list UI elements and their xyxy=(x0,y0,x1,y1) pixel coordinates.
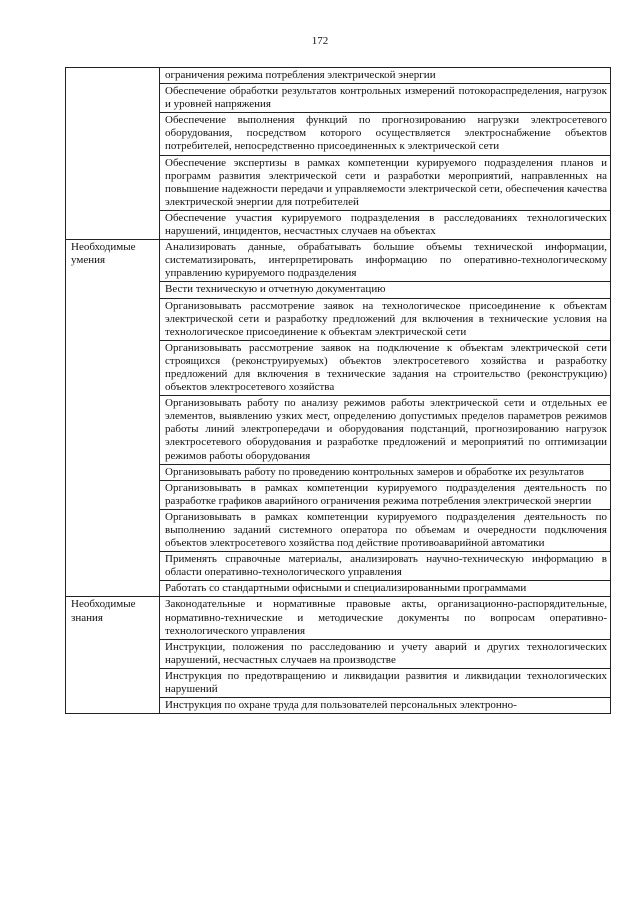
skill-item: Анализировать данные, обрабатывать большие объемы технической информации, систематизировать, интерпретировать информацию по оперативно-технологическому управлению курируемого подразделения xyxy=(160,240,611,282)
competency-table xyxy=(65,67,611,714)
knowledge-item: Инструкция по предотвращению и ликвидации развития и ликвидации технологических нарушений xyxy=(160,668,611,697)
skill-item: Организовывать работу по анализу режимов работы электрической сети и отдельных ее элементов, выявлению узких мест, определению допустимых пределов параметров режимов работы линий электропередачи и оборудования подстанций, прогнозированию нагрузок электросетевого оборудования и разработке предложений и мероприятий по оптимизации режимов работы оборудования xyxy=(160,396,611,464)
category-cell xyxy=(66,68,160,240)
requirement-item: Обеспечение участия курируемого подразделения в расследованиях технологических нарушений, инцидентов, несчастных случаев на объектах xyxy=(160,210,611,239)
requirement-item: Обеспечение экспертизы в рамках компетенции курируемого подразделения планов и программ развития электрической сети и разработки мероприятий, направленных на повышение надежности передачи и управляемости электрической сети, обеспечения качества электрической энергии для потребителей xyxy=(160,155,611,210)
knowledge-item: Законодательные и нормативные правовые акты, организационно-распорядительные, нормативно-технические и методические документы по вопросам оперативно-технологического управления xyxy=(160,597,611,639)
skill-item: Организовывать в рамках компетенции курируемого подразделения деятельность по выполнению заданий системного оператора по объемам и очередности подключения объектов электросетевого хозяйства под действие противоаварийной автоматики xyxy=(160,509,611,551)
knowledge-item: Инструкции, положения по расследованию и учету аварий и других технологических нарушений, несчастных случаев на производстве xyxy=(160,639,611,668)
skill-item: Организовывать рассмотрение заявок на подключение к объектам электрической сети строящихся (реконструируемых) объектов электросетевого хозяйства и разработку предложений для включения в технические задания на строительство (реконструкцию) объектов электросетевого хозяйства xyxy=(160,340,611,395)
skill-item: Организовывать в рамках компетенции курируемого подразделения деятельность по разработке графиков аварийного ограничения режима потребления электрической энергии xyxy=(160,480,611,509)
requirement-item: ограничения режима потребления электрической энергии xyxy=(160,68,611,84)
skill-item: Вести техническую и отчетную документацию xyxy=(160,282,611,298)
skill-item: Организовывать рассмотрение заявок на технологическое присоединение к объектам электрической сети и разработку предложений для включения в технические условия на технологическое присоединение к объектам электрической сети xyxy=(160,298,611,340)
table-row xyxy=(66,68,611,84)
table-row xyxy=(66,240,611,282)
requirement-item: Обеспечение выполнения функций по прогнозированию нагрузки электросетевого оборудования, посредством которого осуществляется электроснабжение объектов потребителей, непосредственно присоединенных к электрической сети xyxy=(160,113,611,155)
skill-item: Работать со стандартными офисными и специализированными программами xyxy=(160,581,611,597)
category-knowledge: Необходимые знания xyxy=(66,597,160,714)
requirement-item: Обеспечение обработки результатов контрольных измерений потокораспределения, нагрузок и уровней напряжения xyxy=(160,84,611,113)
table-row xyxy=(66,597,611,639)
page-number: 172 xyxy=(311,35,329,47)
skill-item: Организовывать работу по проведению контрольных замеров и обработке их результатов xyxy=(160,464,611,480)
knowledge-item: Инструкция по охране труда для пользователей персональных электронно- xyxy=(160,698,611,714)
category-skills: Необходимые умения xyxy=(66,240,160,597)
skill-item: Применять справочные материалы, анализировать научно-техническую информацию в области оперативно-технологического управления xyxy=(160,552,611,581)
